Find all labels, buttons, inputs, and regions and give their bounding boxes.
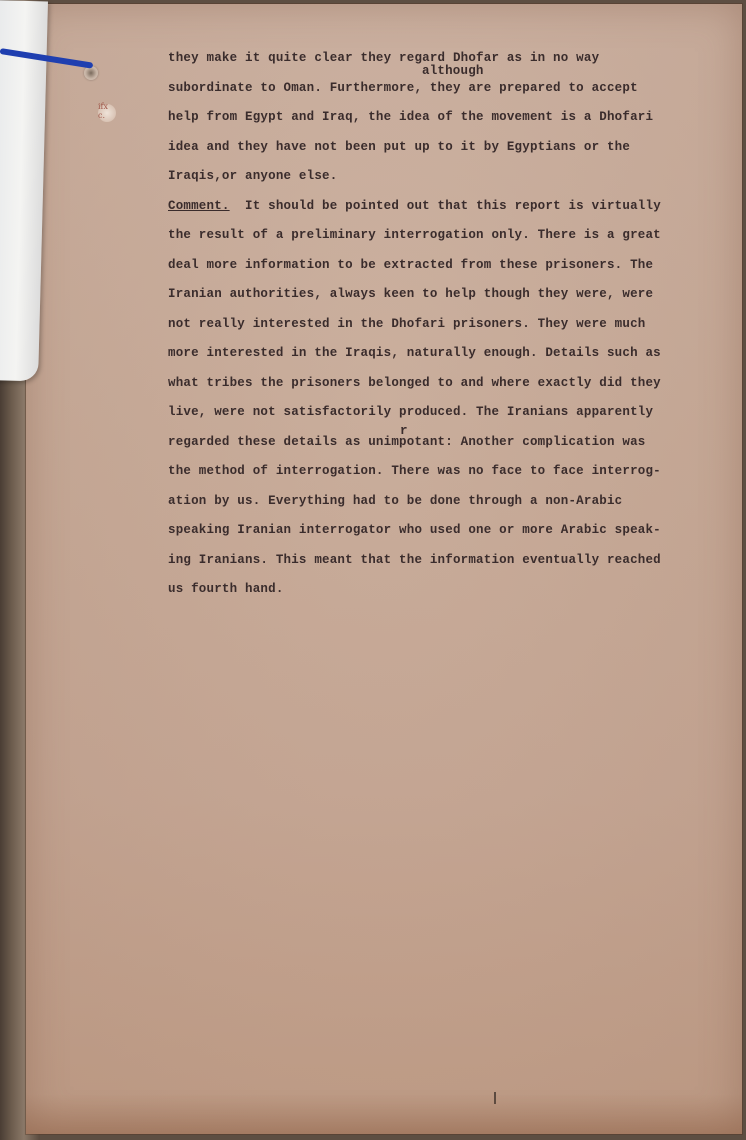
text-line: the result of a preliminary interrogation only. There is a great: [168, 228, 661, 242]
comment-label: Comment.: [168, 198, 230, 213]
text-line: they make it quite clear they regard Dhofar as in no way: [168, 51, 600, 65]
comment-text: It should be pointed out that this report is virtually: [229, 198, 661, 213]
text-line: Iraqis,or anyone else.: [168, 169, 338, 183]
text-line: regarded these details as unimpotant: Another complication was: [168, 434, 646, 449]
text-line: more interested in the Iraqis, naturally enough. Details such as: [168, 346, 661, 360]
text-line: what tribes the prisoners belonged to and where exactly did they: [168, 375, 661, 390]
insert-although: although: [422, 63, 484, 78]
text-line: idea and they have not been put up to it by Egyptians or the: [168, 139, 631, 154]
insert-r: r: [400, 423, 408, 438]
text-line: live, were not satisfactorily produced. The Iranians apparently: [168, 405, 654, 419]
text-line: us fourth hand.: [168, 582, 284, 596]
document-page: [26, 4, 742, 1134]
text-line: deal more information to be extracted from these prisoners. The: [168, 257, 654, 272]
pencil-mark: [494, 1092, 496, 1104]
margin-note: ifx c.: [98, 102, 109, 120]
text-line: ation by us. Everything had to be done through a non-Arabic: [168, 493, 623, 508]
text-line: subordinate to Oman. Furthermore, they are prepared to accept: [168, 80, 638, 95]
text-line: help from Egypt and Iraq, the idea of the movement is a Dhofari: [168, 110, 654, 124]
comment-line: [168, 192, 708, 222]
text-line: the method of interrogation. There was no face to face interrog-: [168, 464, 661, 478]
text-line: speaking Iranian interrogator who used one or more Arabic speak-: [168, 523, 661, 537]
text-line: ing Iranians. This meant that the information eventually reached: [168, 552, 661, 567]
text-line: not really interested in the Dhofari prisoners. They were much: [168, 316, 646, 331]
typed-text-block: [168, 44, 708, 605]
text-line: Iranian authorities, always keen to help though they were, were: [168, 287, 654, 301]
